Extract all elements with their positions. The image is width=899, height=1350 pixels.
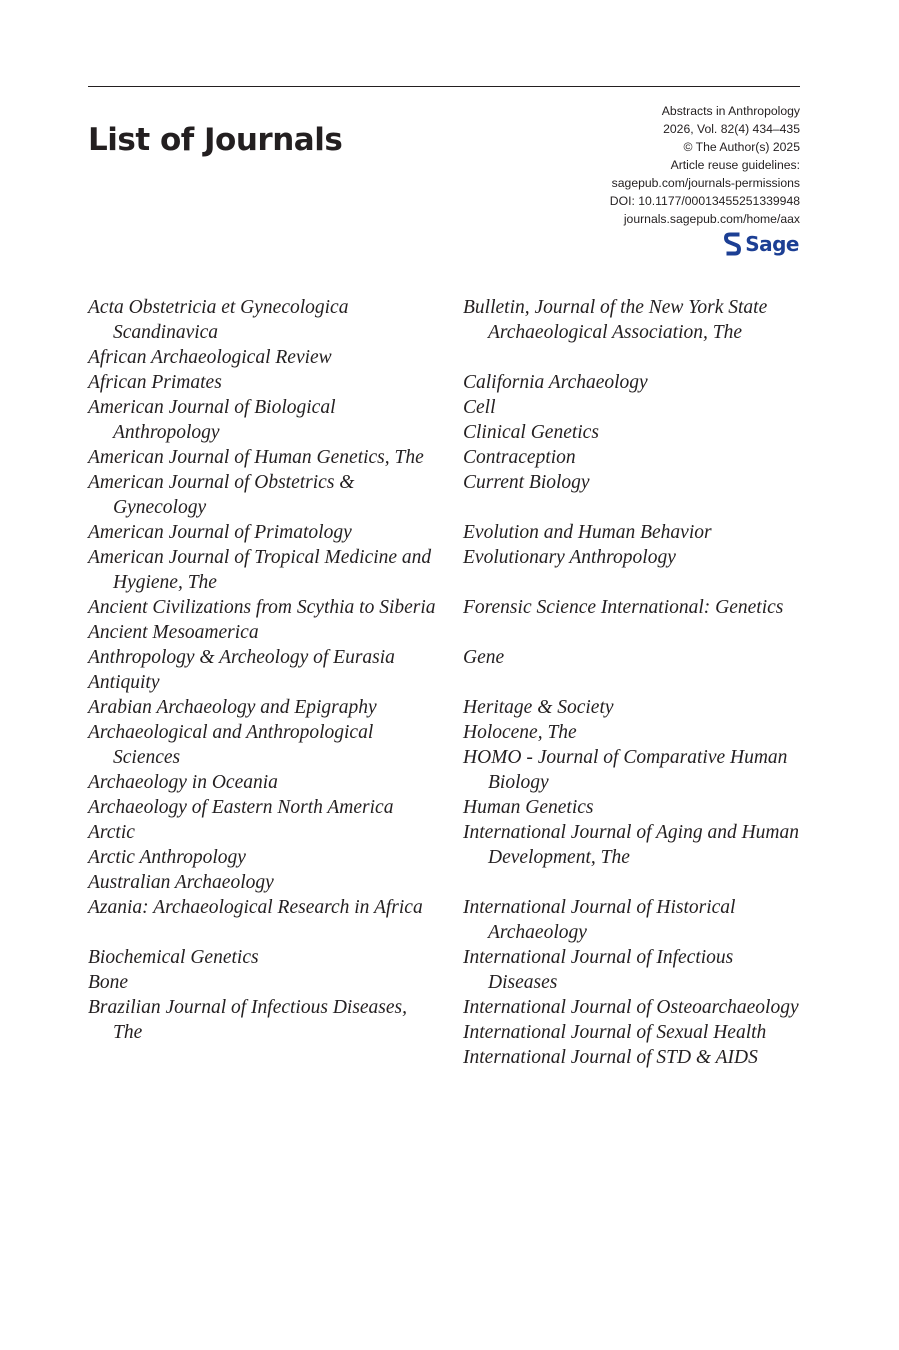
journal-entry: Current Biology [463, 472, 590, 493]
journal-entry: Bulletin, Journal of the New York State Archaeological Association, The [463, 297, 768, 343]
journal-entry: Azania: Archaeological Research in Africa [88, 897, 423, 918]
journal-list-right [463, 295, 803, 1070]
journal-entry: Archaeology in Oceania [88, 772, 278, 793]
journal-entry: African Archaeological Review [88, 347, 332, 368]
journal-entry: American Journal of Primatology [88, 522, 352, 543]
journal-name: Abstracts in Anthropology [661, 104, 800, 118]
journal-entry: Anthropology & Archeology of Eurasia [88, 647, 395, 668]
journal-entry: Antiquity [88, 672, 160, 693]
doi[interactable]: DOI: 10.1177/00013455251339948 [609, 194, 800, 208]
journal-entry: American Journal of Biological Anthropology [88, 397, 336, 443]
journal-entry: American Journal of Tropical Medicine and Hygiene, The [88, 547, 432, 593]
journal-entry: Archaeological and Anthropological Sciences [88, 722, 374, 768]
journal-entry: Brazilian Journal of Infectious Diseases, The [88, 997, 408, 1043]
journal-entry: Arctic [88, 822, 135, 843]
journal-entry: International Journal of Aging and Human Development, The [463, 822, 800, 868]
journal-entry: American Journal of Obstetrics & Gynecology [88, 472, 355, 518]
journal-entry: Ancient Civilizations from Scythia to Siberia [88, 597, 436, 618]
journal-entry: American Journal of Human Genetics, The [88, 447, 424, 468]
journal-entry: Biochemical Genetics [88, 947, 259, 968]
volume-info: 2026, Vol. 82(4) 434–435 [663, 122, 800, 136]
journal-entry: Human Genetics [463, 797, 594, 818]
journal-entry: California Archaeology [463, 372, 648, 393]
journal-entry: HOMO - Journal of Comparative Human Biology [463, 747, 788, 793]
page-title: List of Journals [88, 122, 343, 158]
journal-entry: Evolutionary Anthropology [463, 547, 676, 568]
permissions-link[interactable]: sagepub.com/journals-permissions [611, 176, 800, 190]
journal-entry: Evolution and Human Behavior [463, 522, 712, 543]
journal-entry: Heritage & Society [463, 697, 614, 718]
journal-entry: International Journal of Infectious Diseases [463, 947, 734, 993]
journal-entry: Cell [463, 397, 496, 418]
journal-home-link[interactable]: journals.sagepub.com/home/aax [623, 212, 800, 226]
journal-entry: Holocene, The [463, 722, 577, 743]
reuse-label: Article reuse guidelines: [670, 158, 800, 172]
journal-entry: Clinical Genetics [463, 422, 599, 443]
journal-entry: Bone [88, 972, 129, 993]
journal-entry: Acta Obstetricia et Gynecologica Scandinavica [88, 297, 349, 343]
journal-list-left [88, 295, 438, 1045]
journal-entry: Forensic Science International: Genetics [463, 597, 784, 618]
journal-entry: Arabian Archaeology and Epigraphy [88, 697, 377, 718]
journal-entry: Contraception [463, 447, 576, 468]
journal-entry: Ancient Mesoamerica [88, 622, 259, 643]
sage-logo [724, 230, 799, 258]
journal-entry: International Journal of Historical Archaeology [463, 897, 736, 943]
journal-entry: Australian Archaeology [88, 872, 274, 893]
article-meta [610, 102, 800, 228]
journal-entry: International Journal of Sexual Health [463, 1022, 767, 1043]
journal-entry: International Journal of Osteoarchaeology [463, 997, 799, 1018]
top-rule [88, 86, 800, 87]
journal-entry: International Journal of STD & AIDS [463, 1047, 758, 1068]
sage-s-icon [724, 232, 742, 256]
sage-wordmark: Sage [745, 232, 799, 256]
journal-entry: Arctic Anthropology [88, 847, 246, 868]
journal-entry: Archaeology of Eastern North America [88, 797, 394, 818]
journal-entry: African Primates [88, 372, 222, 393]
copyright: © The Author(s) 2025 [683, 140, 800, 154]
journal-entry: Gene [463, 647, 505, 668]
